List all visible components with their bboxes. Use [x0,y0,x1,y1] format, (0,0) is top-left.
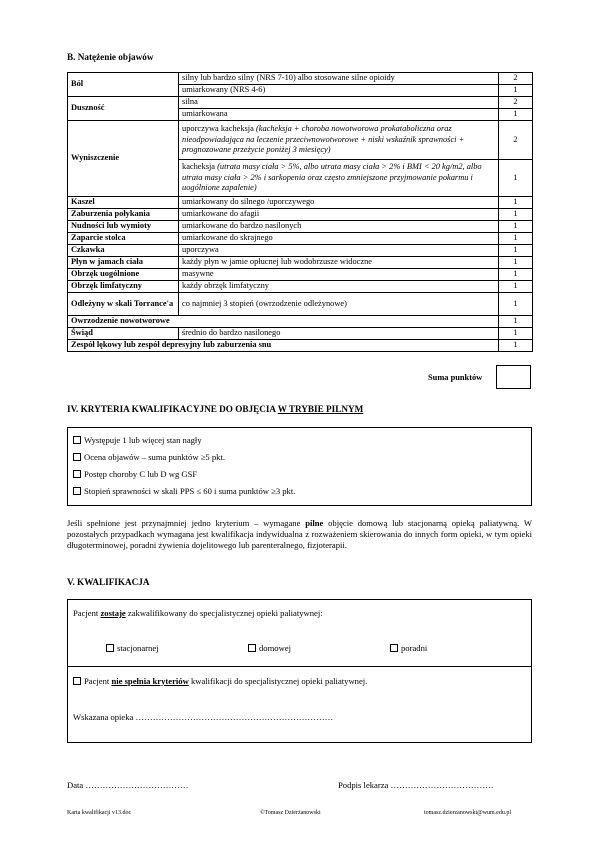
checkbox[interactable] [248,644,256,652]
symptom-option: umiarkowane do afagii [179,209,499,221]
table-row [68,293,533,316]
symptom-option: co najmniej 3 stopień (owrzodzenie odleżynowe) [179,293,499,316]
points-cell: 1 [499,233,533,245]
symptom-intensity-table [67,72,533,352]
qualified-statement [73,608,323,618]
symptom-option: masywne [179,269,499,281]
table-row [68,197,533,209]
symptom-label: Kaszel [68,197,179,209]
symptom-label: Świąd [68,328,179,340]
option-text: kacheksja [182,162,218,172]
symptom-label: Odleżyny w skali Torrance'a [68,293,179,316]
checkbox[interactable] [73,436,81,444]
sum-points-field[interactable] [496,365,531,389]
symptom-option: średnio do bardzo nasilonego [179,328,499,340]
symptom-label: Obrzęk uogólnione [68,269,179,281]
points-cell: 1 [499,293,533,316]
table-row [68,257,533,269]
symptom-label: Nudności lub wymioty [68,221,179,233]
criterion-label: Ocena objawów – suma punktów ≥5 pkt. [84,452,225,462]
table-row [68,269,533,281]
symptom-option [179,121,499,160]
option-detail: (kacheksja + choroba nowotworowa prokatabolicznа oraz nieodpowiadająca na leczenie przeciwnowotworowe + niski wskaźnik sprawności + prognozowane przeżycie poniżej 3 miesięcy) [182,124,465,155]
symptom-option: umiarkowane do skrajnego [179,233,499,245]
criterion-label: Stopień sprawności w skali PPS ≤ 60 i suma punktów ≥3 pkt. [84,486,296,496]
symptom-label: Płyn w jamach ciała [68,257,179,269]
points-cell: 2 [499,97,533,109]
qual-text: kwalifikacji do specjalistycznej opieki paliatywnej. [188,676,368,686]
criterion-label: Występuje 1 lub więcej stan nagły [84,435,202,445]
footer-email: tomasz.dzierzanowski@wum.edu.pl [424,810,512,816]
section-iv-title-emphasis: W TRYBIE PILNYM [277,404,364,414]
table-row [68,73,533,85]
symptom-option: każdy obrzęk limfatyczny [179,281,499,293]
table-row [68,316,533,328]
points-cell: 1 [499,209,533,221]
criterion-item[interactable] [73,435,202,445]
criterion-item[interactable] [73,469,197,479]
points-cell: 1 [499,269,533,281]
section-b-title: B. Natężenie objawów [67,52,154,62]
checkbox[interactable] [73,677,81,685]
symptom-label: Czkawka [68,245,179,257]
symptom-label: Wyniszczenie [68,121,179,197]
points-cell: 1 [499,316,533,328]
table-row [68,245,533,257]
table-row [68,233,533,245]
not-qualified-item[interactable] [73,676,367,686]
divider [68,666,531,667]
points-cell: 2 [499,73,533,85]
symptom-option: silny lub bardzo silny (NRS 7-10) albo stosowane silne opioidy [179,73,499,85]
points-cell: 1 [499,328,533,340]
checkbox[interactable] [73,470,81,478]
table-row [68,97,533,109]
criterion-item[interactable] [73,486,295,496]
note-text: objęcie domową lub stacjonarną opieką paliatywną. W pozostałych przypadkach wymagana jest kwalifikacja indywidualna z rozważeniem skierowania do innych form opieki, w tym opieki długoterminowej, poradni żywienia dojelitowego lub parenteralnego, fizjoterapii. [67,518,532,550]
option-label: poradni [401,643,428,653]
symptom-option: umiarkowana [179,109,499,121]
symptom-option: umiarkowany (NRS 4-6) [179,85,499,97]
criterion-item[interactable] [73,452,225,462]
urgent-criteria-box [67,427,532,506]
points-cell: 1 [499,340,533,352]
symptom-label: Owrzodzenie nowotworowe [68,316,499,328]
symptom-option: każdy płyn w jamie opłucnej lub wodobrzusze widoczne [179,257,499,269]
note-text: Jeśli spełnione jest przynajmniej jedno kryterium – wymagane [67,518,306,528]
qual-text: Pacjent [73,608,101,618]
qualification-box [67,599,532,743]
checkbox[interactable] [73,453,81,461]
checkbox[interactable] [73,487,81,495]
symptom-option: umiarkowany do silnego /uporczywego [179,197,499,209]
qual-text: Pacjent [84,676,112,686]
sum-points-label: Suma punktów [428,373,483,382]
symptom-option: umiarkowane do bardzo nasilonych [179,221,499,233]
option-poradnia[interactable] [390,643,427,653]
points-cell: 1 [499,197,533,209]
symptom-label: Obrzęk limfatyczny [68,281,179,293]
table-row [68,281,533,293]
table-row [68,328,533,340]
symptom-label: Zespół lękowy lub zespół depresyjny lub zaburzenia snu [68,340,499,352]
symptom-option: uporczywa [179,245,499,257]
symptom-option: silna [179,97,499,109]
option-label: stacjonarnej [117,643,159,653]
section-v-title: V. KWALIFIKACJA [67,577,150,587]
qual-emphasis: zostaje [100,608,126,618]
symptom-label: Zaparcie stolca [68,233,179,245]
criteria-note [67,518,532,551]
option-detail: (utrata masy ciała > 5%, albo utrata masy ciała > 2% i BMI < 20 kg/m2, albo utrata masy ciała > 2% i sarkopenia oraz często zmniejszone przyjmowanie pokarmu i uogólnione zapalenie) [182,162,482,193]
symptom-label: Ból [68,73,179,97]
points-cell: 1 [499,109,533,121]
section-iv-title-text: IV. KRYTERIA KWALIFIKACYJNE DO OBJĘCIA [67,404,278,414]
table-row [68,221,533,233]
points-cell: 1 [499,85,533,97]
note-emphasis: pilne [305,518,324,528]
qual-text: zakwalifikowany do specjalistycznej opieki paliatywnej: [125,608,323,618]
table-row [68,121,533,160]
criterion-label: Postęp choroby C lub D wg GSF [84,469,198,479]
option-label: domowej [259,643,291,653]
symptom-label: Zaburzenia połykania [68,209,179,221]
points-cell: 2 [499,121,533,160]
points-cell: 1 [499,281,533,293]
checkbox[interactable] [106,644,114,652]
indicated-care-field[interactable]: Wskazana opieka …………………………………………………………… [73,712,334,722]
section-iv-title [67,404,363,414]
symptom-label: Duszność [68,97,179,121]
footer-filename: Karta kwalifikacji v13.doc [67,810,132,816]
option-text: uporczywa kacheksja [182,124,256,134]
option-domowa[interactable] [248,643,291,653]
points-cell: 1 [499,160,533,197]
points-cell: 1 [499,257,533,269]
checkbox[interactable] [390,644,398,652]
points-cell: 1 [499,221,533,233]
symptom-option [179,160,499,197]
doctor-signature-field[interactable]: Podpis lekarza ……………………………… [338,780,494,790]
table-row [68,340,533,352]
date-field[interactable]: Data ……………………………… [67,780,189,790]
qual-emphasis: nie spełnia kryteriów [111,676,189,686]
footer-copyright: ©Tomasz Dzierżanowski [260,810,321,816]
option-stacjonarna[interactable] [106,643,159,653]
table-row [68,209,533,221]
points-cell: 1 [499,245,533,257]
